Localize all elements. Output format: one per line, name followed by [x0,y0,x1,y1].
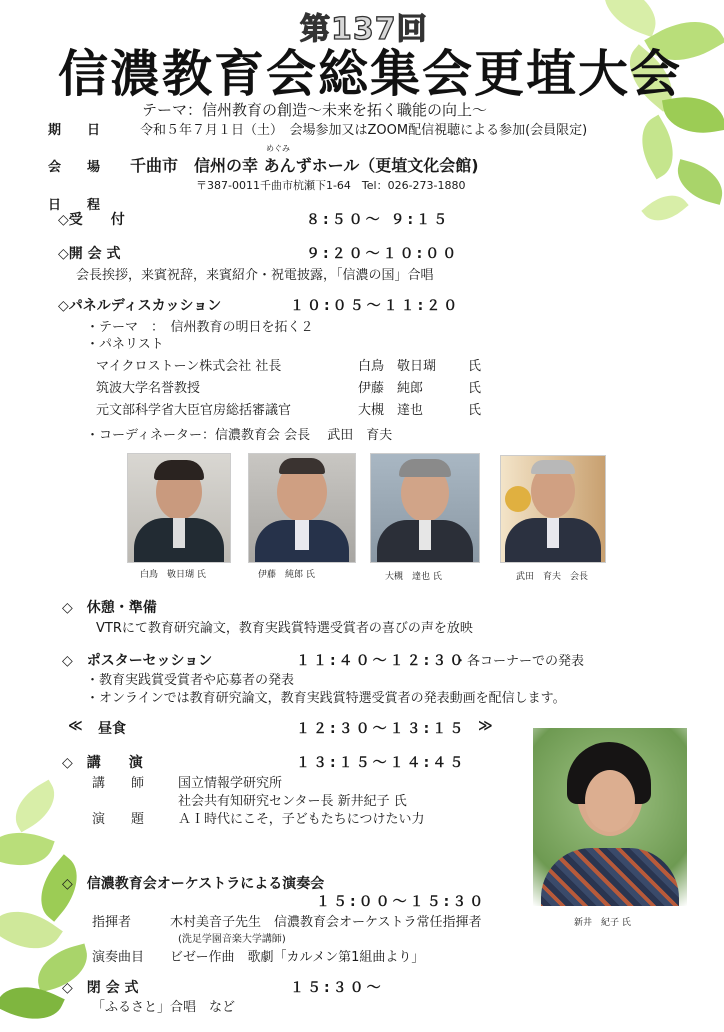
lecturer-caption: 新井 紀子 氏 [574,918,631,928]
reception-time: ８:５０～ ９:１５ [306,212,451,228]
break-label: ◇ 休憩・準備 [62,600,157,616]
panelist-photo [500,455,606,563]
break-detail: VTRにて教育研究論文，教育実践賞特選受賞者の喜びの声を放映 [96,621,473,636]
opening-detail: 会長挨拶，来賓祝辞，来賓紹介・祝電披露，「信濃の国」合唱 [76,268,434,283]
panelist-org: マイクロストーン株式会社 社長 [96,359,282,374]
panelist-name: 大槻 達也 [358,403,424,418]
piece-label: 演奏曲目 [92,950,145,965]
lunch-close-mark: ≫ [478,718,493,734]
venue-address: 〒387-0011千曲市杭瀬下1-64 Tel：026-273-1880 [196,179,466,192]
lecturer-photo [533,728,687,906]
panelist-honorific: 氏 [468,381,482,396]
conductor: 木村美音子先生 信濃教育会オーケストラ常任指揮者 [170,915,482,930]
date-value: 令和５年７月１日（土） 会場参加又はZOOM配信視聴による参加(会員限定) [140,123,588,138]
panelist-honorific: 氏 [468,403,482,418]
lecture-label: ◇ 講 演 [62,755,143,771]
lecture-topic: ＡＩ時代にこそ，子どもたちにつけたい力 [178,812,425,827]
venue-value: 千曲市 信州の幸 あんずホール（更埴文化会館) [130,156,479,175]
venue-ruby: めぐみ [266,144,290,153]
lecturer-label: 講 師 [92,776,145,791]
lunch-open-mark: ≪ [68,718,83,734]
panel-time: １０:０５～１１:２０ [290,298,461,314]
panelist-org: 筑波大学名誉教授 [96,381,201,396]
theme-text: テーマ：信州教育の創造～未来を拓く職能の向上～ [142,101,488,119]
closing-label: ◇ 閉 会 式 [62,980,139,996]
panelist-photo [370,453,480,563]
venue-label: 会 場 [48,160,101,175]
panelist-org: 元文部科学省大臣官房総括審議官 [96,403,292,418]
panel-theme: ・テーマ ： 信州教育の明日を拓く２ [86,320,314,335]
main-title: 信濃教育会総集会更埴大会 [58,44,682,103]
lecturer-org: 国立情報学研究所 [178,776,283,791]
reception-label: ◇受 付 [58,212,125,228]
lecture-time: １３:１５～１４:４５ [296,755,467,771]
closing-detail: 「ふるさと」合唱 など [92,1000,236,1015]
coordinator: ・コーディネーター：信濃教育会 会長 武田 育夫 [86,428,393,443]
topic-label: 演 題 [92,812,145,827]
photo-caption: 武田 育夫 会長 [516,572,589,582]
schedule-label: 日 程 [48,198,101,213]
poster-note: ・各コーナーでの発表 [454,654,585,669]
panelist-photo [248,453,356,563]
lunch-label: 昼食 [98,721,126,737]
panelist-honorific: 氏 [468,359,482,374]
closing-time: １５:３０～ [290,980,384,996]
opening-time: ９:２０～１０:００ [306,246,460,262]
lunch-time: １２:３０～１３:１５ [296,721,467,737]
conductor-note: (洗足学園音楽大学講師) [178,934,286,945]
photo-caption: 大槻 達也 氏 [385,572,442,582]
panelists-label: ・パネリスト [86,337,164,352]
poster-label: ◇ ポスターセッション [62,653,213,669]
edition-title: 第137回 [300,12,428,47]
piece: ビゼー作曲 歌劇「カルメン第1組曲より」 [170,950,425,965]
poster-time: １１:４０～１２:３０ [296,653,467,669]
conductor-label: 指揮者 [92,915,132,930]
concert-label: ◇ 信濃教育会オーケストラによる演奏会 [62,876,325,892]
panelist-photo [127,453,231,563]
panelist-name: 白鳥 敬日瑚 [358,359,437,374]
date-label: 期 日 [48,123,101,138]
photo-caption: 白鳥 敬日瑚 氏 [140,570,206,580]
opening-label: ◇開 会 式 [58,246,121,262]
poster-item: ・教育実践賞受賞者や応募者の発表 [86,673,295,688]
panelist-name: 伊藤 純郎 [358,381,424,396]
photo-caption: 伊藤 純郎 氏 [258,570,315,580]
concert-time: １５:００～１５:３０ [316,894,487,910]
poster-item: ・オンラインでは教育研究論文，教育実践賞特選受賞者の発表動画を配信します。 [86,691,566,706]
panel-label: ◇パネルディスカッション [58,298,222,314]
lecturer-name: 社会共有知研究センター長 新井紀子 氏 [178,794,407,809]
